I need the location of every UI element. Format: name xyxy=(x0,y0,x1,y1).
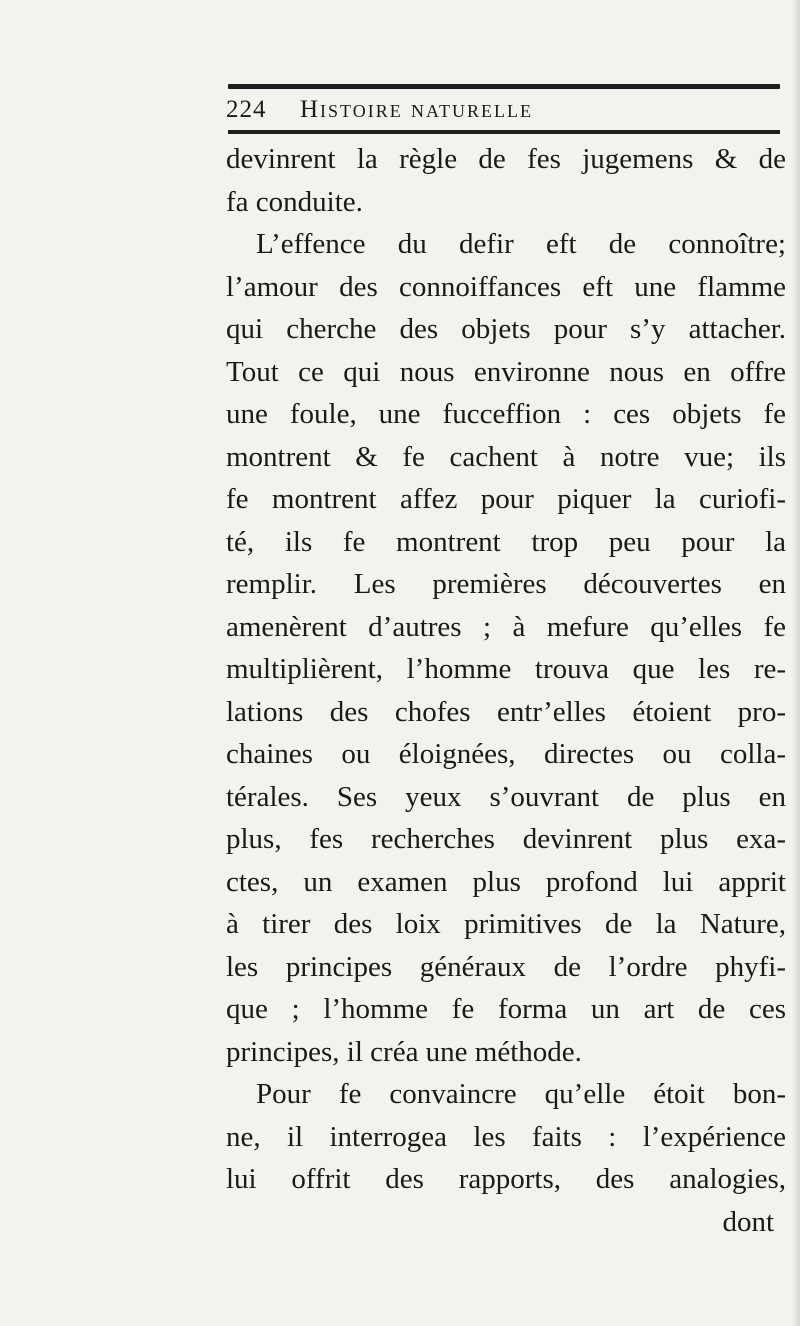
text-line: térales. Ses yeux s’ouvrant de plus en xyxy=(226,780,786,813)
text-line: L’effence du defir eft de connoître; xyxy=(256,228,786,260)
header-top-rule xyxy=(228,84,780,89)
text-line: multiplièrent, l’homme trouva que les re- xyxy=(226,653,786,685)
text-line: qui cherche des objets pour s’y attacher. xyxy=(226,313,786,345)
text-line: une foule, une fucceffion : ces objets fe xyxy=(226,398,786,430)
running-title: Histoire naturelle xyxy=(300,96,533,123)
text-line: les principes généraux de l’ordre phyfi- xyxy=(226,950,786,983)
text-line: Pour fe convaincre qu’elle étoit bon- xyxy=(256,1078,786,1110)
header-bottom-rule xyxy=(228,130,780,134)
text-line: à tirer des loix primitives de la Nature, xyxy=(226,908,786,940)
text-line: amenèrent d’autres ; à mefure qu’elles fe xyxy=(226,610,786,643)
text-body xyxy=(226,138,786,1243)
text-line: ctes, un examen plus profond lui apprit xyxy=(226,865,786,898)
text-line: que ; l’homme fe forma un art de ces xyxy=(226,993,786,1025)
text-line: Tout ce qui nous environne nous en offre xyxy=(226,355,786,388)
page-header xyxy=(226,96,786,132)
text-line: montrent & fe cachent à notre vue; ils xyxy=(226,440,786,473)
text-line: chaines ou éloignées, directes ou colla- xyxy=(226,738,786,770)
text-line: l’amour des connoiffances eft une flamme xyxy=(226,270,786,303)
catchword: dont xyxy=(722,1205,774,1238)
text-line: plus, fes recherches devinrent plus exa- xyxy=(226,823,786,855)
text-line: principes, il créa une méthode. xyxy=(226,1035,582,1068)
text-line: fe montrent affez pour piquer la curiofi- xyxy=(226,483,786,515)
text-line: fa conduite. xyxy=(226,185,363,218)
text-line: lui offrit des rapports, des analogies, xyxy=(226,1163,786,1195)
text-line: lations des chofes entr’elles étoient pro- xyxy=(226,695,786,728)
text-line: ne, il interrogea les faits : l’expérience xyxy=(226,1120,786,1153)
text-line: remplir. Les premières découvertes en xyxy=(226,568,786,600)
text-line: devinrent la règle de fes jugemens & de xyxy=(226,143,786,175)
page-number: 224 xyxy=(226,96,267,123)
text-line: té, ils fe montrent trop peu pour la xyxy=(226,525,786,558)
page-edge-shadow xyxy=(792,0,800,1326)
